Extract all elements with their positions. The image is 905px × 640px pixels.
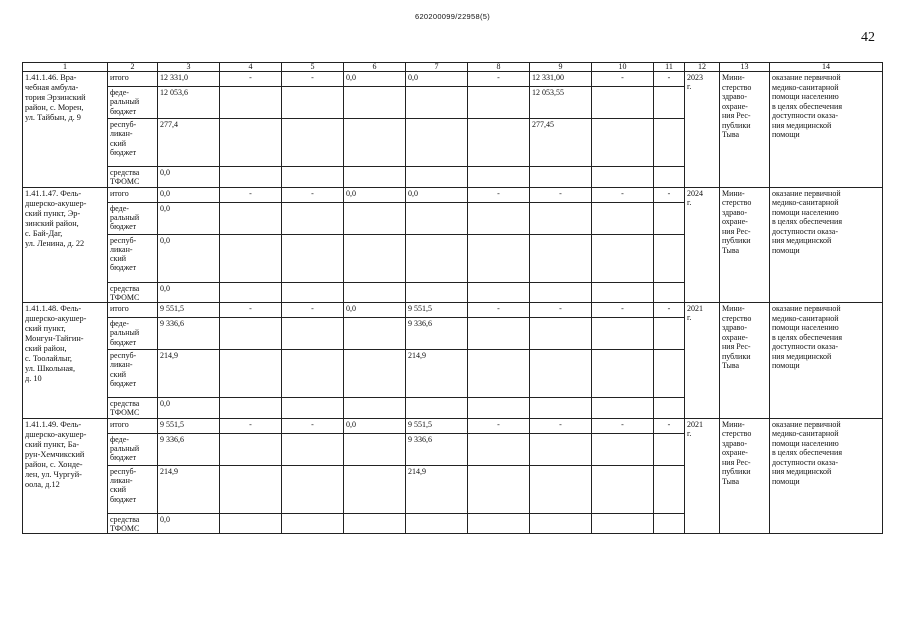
- column-header: 10: [592, 63, 654, 72]
- value-cell: 0,0: [406, 72, 468, 87]
- value-cell: [282, 234, 344, 282]
- value-cell: 214,9: [406, 350, 468, 398]
- purpose-cell: оказание первичной медико-санитарной помощи населению в целях обеспечения доступности оказа- ния медицинской помощи: [770, 72, 883, 188]
- value-cell: -: [220, 303, 282, 318]
- value-cell: [344, 350, 406, 398]
- value-cell: [220, 87, 282, 119]
- funding-source: респуб- ликан- ский бюджет: [108, 350, 158, 398]
- value-cell: 0,0: [344, 418, 406, 433]
- value-cell: -: [282, 303, 344, 318]
- funding-source: итого: [108, 418, 158, 433]
- value-cell: [406, 282, 468, 303]
- value-cell: [592, 398, 654, 419]
- value-cell: 9 551,5: [406, 418, 468, 433]
- value-cell: 0,0: [158, 167, 220, 188]
- value-cell: [220, 318, 282, 350]
- value-cell: -: [468, 72, 530, 87]
- value-cell: 9 551,5: [158, 303, 220, 318]
- value-cell: [468, 282, 530, 303]
- value-cell: [220, 398, 282, 419]
- funding-source: феде- ральный бюджет: [108, 87, 158, 119]
- value-cell: [530, 318, 592, 350]
- investment-table: [22, 62, 883, 534]
- value-cell: [654, 433, 685, 465]
- funding-source: итого: [108, 303, 158, 318]
- value-cell: [406, 234, 468, 282]
- column-header: 6: [344, 63, 406, 72]
- value-cell: [592, 350, 654, 398]
- value-cell: [344, 282, 406, 303]
- column-header: 14: [770, 63, 883, 72]
- value-cell: 214,9: [406, 465, 468, 513]
- value-cell: [654, 119, 685, 167]
- value-cell: [282, 119, 344, 167]
- column-header: 1: [23, 63, 108, 72]
- value-cell: [592, 87, 654, 119]
- value-cell: [592, 202, 654, 234]
- value-cell: [344, 234, 406, 282]
- value-cell: -: [282, 72, 344, 87]
- funding-source: респуб- ликан- ский бюджет: [108, 119, 158, 167]
- value-cell: [344, 202, 406, 234]
- value-cell: 9 551,5: [158, 418, 220, 433]
- value-cell: [468, 167, 530, 188]
- year-cell: 2023 г.: [685, 72, 720, 188]
- value-cell: [220, 433, 282, 465]
- value-cell: -: [468, 187, 530, 202]
- value-cell: 0,0: [344, 187, 406, 202]
- purpose-cell: оказание первичной медико-санитарной помощи населению в целях обеспечения доступности оказа- ния медицинской помощи: [770, 187, 883, 303]
- value-cell: [468, 87, 530, 119]
- year-cell: 2021 г.: [685, 418, 720, 534]
- value-cell: [344, 119, 406, 167]
- table-row: [23, 303, 883, 318]
- value-cell: [654, 465, 685, 513]
- value-cell: [220, 202, 282, 234]
- funding-source: итого: [108, 72, 158, 87]
- value-cell: [344, 465, 406, 513]
- value-cell: [530, 282, 592, 303]
- value-cell: [406, 87, 468, 119]
- value-cell: -: [220, 418, 282, 433]
- value-cell: [282, 318, 344, 350]
- header-row: [23, 63, 883, 72]
- value-cell: [344, 167, 406, 188]
- funding-source: респуб- ликан- ский бюджет: [108, 465, 158, 513]
- column-header: 3: [158, 63, 220, 72]
- value-cell: [654, 282, 685, 303]
- value-cell: [406, 202, 468, 234]
- value-cell: [592, 167, 654, 188]
- value-cell: -: [282, 187, 344, 202]
- value-cell: -: [468, 418, 530, 433]
- value-cell: [592, 433, 654, 465]
- value-cell: 0,0: [344, 303, 406, 318]
- value-cell: [282, 433, 344, 465]
- value-cell: 277,4: [158, 119, 220, 167]
- column-header: 7: [406, 63, 468, 72]
- value-cell: -: [468, 303, 530, 318]
- value-cell: [406, 398, 468, 419]
- value-cell: [654, 513, 685, 534]
- column-header: 12: [685, 63, 720, 72]
- value-cell: [220, 350, 282, 398]
- responsible-ministry: Мини- стерство здраво- охране- ния Рес- публики Тыва: [720, 72, 770, 188]
- value-cell: [282, 513, 344, 534]
- value-cell: 0,0: [158, 234, 220, 282]
- value-cell: [654, 87, 685, 119]
- column-header: 5: [282, 63, 344, 72]
- value-cell: 9 336,6: [406, 433, 468, 465]
- value-cell: [220, 465, 282, 513]
- funding-source: итого: [108, 187, 158, 202]
- value-cell: [654, 202, 685, 234]
- table-row: [23, 418, 883, 433]
- value-cell: [282, 282, 344, 303]
- funding-source: феде- ральный бюджет: [108, 433, 158, 465]
- value-cell: [468, 465, 530, 513]
- object-name: 1.41.1.48. Фель- дшерско-акушер- ский пункт, Монгун-Тайгин- ский район, с. Тоолайлыг, ул. Школьная, д. 10: [23, 303, 108, 419]
- value-cell: 0,0: [406, 187, 468, 202]
- value-cell: -: [654, 303, 685, 318]
- value-cell: 0,0: [158, 202, 220, 234]
- value-cell: 214,9: [158, 465, 220, 513]
- value-cell: [406, 119, 468, 167]
- funding-source: средства ТФОМС: [108, 167, 158, 188]
- value-cell: [530, 167, 592, 188]
- value-cell: [468, 119, 530, 167]
- value-cell: [282, 87, 344, 119]
- funding-source: феде- ральный бюджет: [108, 318, 158, 350]
- funding-source: средства ТФОМС: [108, 398, 158, 419]
- value-cell: [282, 202, 344, 234]
- value-cell: 12 331,00: [530, 72, 592, 87]
- value-cell: [344, 398, 406, 419]
- value-cell: [220, 119, 282, 167]
- value-cell: [468, 433, 530, 465]
- value-cell: [344, 433, 406, 465]
- value-cell: -: [592, 303, 654, 318]
- object-name: 1.41.1.47. Фель- дшерско-акушер- ский пункт, Эр- зинский район, с. Бай-Даг, ул. Ленина, д. 22: [23, 187, 108, 303]
- funding-source: феде- ральный бюджет: [108, 202, 158, 234]
- document-id: 620200099/22958(5): [414, 12, 491, 21]
- value-cell: 9 336,6: [158, 433, 220, 465]
- table-row: [23, 72, 883, 87]
- value-cell: [220, 282, 282, 303]
- value-cell: -: [592, 72, 654, 87]
- value-cell: 0,0: [158, 282, 220, 303]
- value-cell: [468, 513, 530, 534]
- value-cell: -: [220, 72, 282, 87]
- value-cell: [344, 513, 406, 534]
- value-cell: -: [530, 303, 592, 318]
- value-cell: [282, 350, 344, 398]
- value-cell: 9 551,5: [406, 303, 468, 318]
- value-cell: -: [220, 187, 282, 202]
- value-cell: 12 053,55: [530, 87, 592, 119]
- value-cell: [530, 433, 592, 465]
- value-cell: 277,45: [530, 119, 592, 167]
- purpose-cell: оказание первичной медико-санитарной помощи населению в целях обеспечения доступности оказа- ния медицинской помощи: [770, 303, 883, 419]
- value-cell: [592, 465, 654, 513]
- column-header: 4: [220, 63, 282, 72]
- value-cell: [468, 318, 530, 350]
- value-cell: -: [530, 187, 592, 202]
- value-cell: [344, 87, 406, 119]
- value-cell: -: [530, 418, 592, 433]
- column-header: 8: [468, 63, 530, 72]
- year-cell: 2021 г.: [685, 303, 720, 419]
- value-cell: [220, 513, 282, 534]
- value-cell: [220, 167, 282, 188]
- value-cell: [406, 513, 468, 534]
- value-cell: [654, 167, 685, 188]
- value-cell: [530, 465, 592, 513]
- value-cell: [654, 350, 685, 398]
- value-cell: [344, 318, 406, 350]
- object-name: 1.41.1.49. Фель- дшерско-акушер- ский пункт, Ба- рун-Хемчикский район, с. Хонде- лен, ул. Чургуй- оола, д.12: [23, 418, 108, 534]
- value-cell: [592, 318, 654, 350]
- value-cell: 0,0: [344, 72, 406, 87]
- responsible-ministry: Мини- стерство здраво- охране- ния Рес- публики Тыва: [720, 418, 770, 534]
- value-cell: [592, 282, 654, 303]
- value-cell: 0,0: [158, 187, 220, 202]
- value-cell: [530, 350, 592, 398]
- value-cell: [592, 234, 654, 282]
- value-cell: 214,9: [158, 350, 220, 398]
- value-cell: [282, 465, 344, 513]
- object-name: 1.41.1.46. Вра- чебная амбула- тория Эрзинский район, с. Морен, ул. Тайбын, д. 9: [23, 72, 108, 188]
- value-cell: 9 336,6: [406, 318, 468, 350]
- value-cell: [468, 202, 530, 234]
- purpose-cell: оказание первичной медико-санитарной помощи населению в целях обеспечения доступности оказа- ния медицинской помощи: [770, 418, 883, 534]
- value-cell: -: [654, 187, 685, 202]
- value-cell: [530, 398, 592, 419]
- value-cell: -: [592, 187, 654, 202]
- column-header: 9: [530, 63, 592, 72]
- value-cell: [220, 234, 282, 282]
- table-row: [23, 187, 883, 202]
- value-cell: [592, 119, 654, 167]
- year-cell: 2024 г.: [685, 187, 720, 303]
- value-cell: -: [282, 418, 344, 433]
- funding-source: респуб- ликан- ский бюджет: [108, 234, 158, 282]
- responsible-ministry: Мини- стерство здраво- охране- ния Рес- публики Тыва: [720, 187, 770, 303]
- column-header: 2: [108, 63, 158, 72]
- responsible-ministry: Мини- стерство здраво- охране- ния Рес- публики Тыва: [720, 303, 770, 419]
- page-number: 42: [861, 30, 875, 45]
- value-cell: -: [592, 418, 654, 433]
- value-cell: [468, 398, 530, 419]
- value-cell: [654, 398, 685, 419]
- value-cell: [654, 234, 685, 282]
- value-cell: [654, 318, 685, 350]
- value-cell: 0,0: [158, 513, 220, 534]
- value-cell: 9 336,6: [158, 318, 220, 350]
- value-cell: -: [654, 418, 685, 433]
- value-cell: [406, 167, 468, 188]
- value-cell: 12 053,6: [158, 87, 220, 119]
- value-cell: [468, 234, 530, 282]
- value-cell: [282, 398, 344, 419]
- funding-source: средства ТФОМС: [108, 513, 158, 534]
- value-cell: [468, 350, 530, 398]
- value-cell: 0,0: [158, 398, 220, 419]
- value-cell: [530, 234, 592, 282]
- value-cell: 12 331,0: [158, 72, 220, 87]
- column-header: 11: [654, 63, 685, 72]
- value-cell: -: [654, 72, 685, 87]
- funding-source: средства ТФОМС: [108, 282, 158, 303]
- value-cell: [530, 202, 592, 234]
- value-cell: [592, 513, 654, 534]
- column-header: 13: [720, 63, 770, 72]
- value-cell: [282, 167, 344, 188]
- value-cell: [530, 513, 592, 534]
